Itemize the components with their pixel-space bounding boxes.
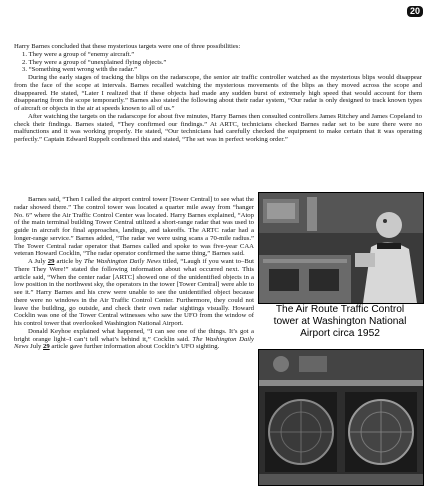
page-number: 20 (407, 6, 423, 17)
radar-scope-photo (258, 349, 424, 486)
paragraph-tower-central: Barnes said, “Then I called the airport control tower [Tower Central] to see what the radar showed there.” The control tower was located a quarter mile away from “hanger No. 6” where the Air Traffic Control Center was located. Harry Barnes explained, “Atop of the main terminal building Tower Central utilized a short-range radar that was used to guide in aircraft for final approaches, landings, and takeoffs. The ARTC radar had a longer-range service.” Barnes added, “The radar we were using scans a 70-mile radius.” The Tower Central radar operator that Barnes called and spoke to was five-year CAA veteran Howard Cocklin, “The radar operator confirmed the same thing,” Barnes said. (14, 196, 254, 258)
photo-caption (258, 304, 422, 340)
left-column (14, 196, 254, 351)
date-number: 29 (47, 258, 55, 265)
publication-title: The Washington Daily News (14, 335, 254, 351)
publication-title: The Washington Daily News (83, 258, 161, 265)
text-run: A July (28, 258, 48, 265)
paragraph-daily-news (14, 258, 254, 328)
text-run: Donald Keyhoe explained what happened, “I can see one of the things. It’s got a bright orange light–I can’t tell what’s behind it,” Cocklin said. (14, 327, 254, 343)
list-item-1: 1. They were a group of “enemy aircraft.” (22, 50, 135, 58)
paragraph-confirm: After watching the targets on the radarscope for about five minutes, Harry Barnes then consulted controllers James Ritchey and James Copeland to check their findings. Barnes stated, “They confirmed our findings.” At ARTC, technicians checked Barnes radar set to be sure there were no malfunctions and it was working properly. He stated, “Our technicians had carefully checked the equipment to make certain that it was operating perfectly.” Captain Edward Ruppelt confirmed this and stated, “The set was in perfect working order.” (14, 112, 422, 143)
radar-scope-photo-art (259, 350, 423, 485)
text-run: titled, “Laugh if you want to–But There They Were!” stated the following information about what occurred next. This article said, “When the center radar [ARTC] showed one of the unidentified objects in a low position in the northwest sky, the operators in the tower [Tower Central] were able to see it.” Harry Barnes and his crew were unable to see the unidentified object because there were no windows in the Air Traffic Control Center. Furthermore, they could not leave the building, go outside, and check their own radar sightings visually. Howard Cocklin was one of the Tower Central witnesses who saw the UFO from the window of his control tower that overlooked Washington National Airport. (14, 258, 255, 327)
text-run: article gave further information about Cocklin’s UFO sighting. (49, 343, 220, 351)
caption-line: The Air Route Traffic Control (275, 304, 405, 315)
control-room-photo (258, 192, 424, 304)
paragraph-keyhoe (14, 328, 254, 351)
list-item-3: 3. “Something went wrong with the radar.” (22, 66, 138, 74)
list-item-2: 2. They were a group of “unexplained flying objects.” (22, 58, 167, 66)
caption-line: Airport circa 1952 (300, 328, 380, 339)
intro-paragraph: Harry Barnes concluded that these mysterious targets were one of three possibilities: (14, 43, 241, 50)
date-number: 29 (43, 343, 50, 351)
top-text-block (14, 43, 422, 144)
control-room-photo-art (259, 193, 423, 303)
paragraph-blips: During the early stages of tracking the blips on the radarscope, the senior air traffic controller watched as the mysterious blips would disappear from the face of the scope at intervals. Barnes recalled watching the mysterious movements of the blips as they moved across the scope and disappeared. He stated, “Later I realized that if these objects had made any sudden burst of extremely high speed that would account for them disappearing from the scope temporarily.” Barnes also stated the following about their radar system, “Our radar is only designed to track known types of aircraft or objects in the air at speeds known to all of us.” (14, 74, 422, 112)
text-run: July (28, 343, 43, 351)
caption-line: tower at Washington National (273, 316, 407, 327)
text-run: article by (54, 258, 84, 265)
